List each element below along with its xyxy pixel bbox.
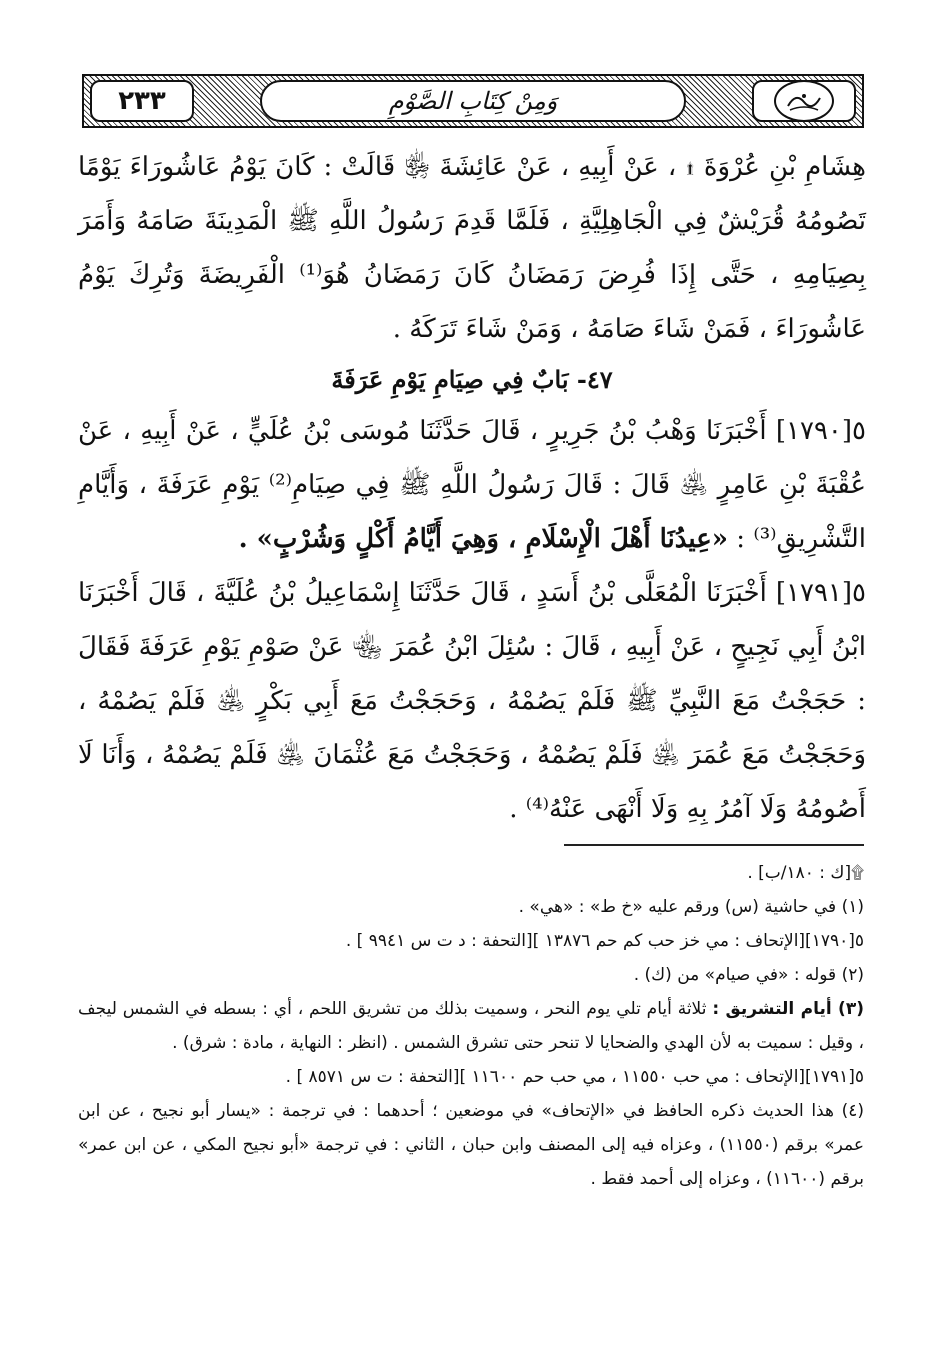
seal-box	[752, 80, 856, 122]
footnote-3-term: (٣) أيام التشريق :	[712, 999, 864, 1019]
page-header	[82, 74, 864, 128]
hadith-1790	[78, 404, 866, 566]
hadith-1790-text: ٥[١٧٩٠] أَخْبَرَنَا وَهْبُ بْنُ جَرِيرٍ ، قَالَ حَدَّثَنَا مُوسَى بْنُ عُلَيٍّ ، عَنْ أَبِيهِ ، عَنْ عُقْبَةَ بْنِ عَامِرٍ ﵁ قَالَ : قَالَ رَسُولُ اللَّهِ ﷺ فِي صِيَامِ⁽²⁾ يَوْمِ عَرَفَةَ ، وَأَيَّامِ التَّشْرِيقِ⁽³⁾ :	[78, 416, 866, 554]
footnotes	[78, 856, 864, 1196]
main-text	[78, 140, 866, 836]
footnote-4: (٤) هذا الحديث ذكره الحافظ في «الإتحاف» في موضعين ؛ أحدهما : في ترجمة : «يسار أبو نجيح ، عن ابن عمر» برقم (١١٥٥٠) ، وعزاه فيه إلى المصنف وابن حبان ، الثاني : في ترجمة «أبو نجيح المكي ، عن ابن عمر» برقم (١١٦٠٠) ، وعزاه إلى أحمد فقط .	[78, 1101, 864, 1189]
hadith-1791: ٥[١٧٩١] أَخْبَرَنَا الْمُعَلَّى بْنُ أَسَدٍ ، قَالَ حَدَّثَنَا إِسْمَاعِيلُ بْنُ عُلَيَّةَ ، قَالَ أَخْبَرَنَا ابْنُ أَبِي نَجِيحٍ ، عَنْ أَبِيهِ ، قَالَ : سُئِلَ ابْنُ عُمَرَ ﵄ عَنْ صَوْمِ يَوْمِ عَرَفَةَ فَقَالَ : حَجَجْتُ مَعَ النَّبِيِّ ﷺ فَلَمْ يَصُمْهُ ، وَحَجَجْتُ مَعَ أَبِي بَكْرٍ ﵁ فَلَمْ يَصُمْهُ ، وَحَجَجْتُ مَعَ عُمَرَ ﵁ فَلَمْ يَصُمْهُ ، وَحَجَجْتُ مَعَ عُثْمَانَ ﵁ فَلَمْ يَصُمْهُ ، وَأَنَا لَا أَصُومُهُ وَلَا آمُرُ بِهِ وَلَا أَنْهَى عَنْهُ⁽⁴⁾ .	[78, 578, 866, 824]
running-title-frame	[260, 80, 686, 122]
page-number-box	[90, 80, 194, 122]
reference-1791: ٥[١٧٩١][الإتحاف : مي حب ١١٥٥٠ ، مي حب حم ١١٦٠٠ ][التحفة : ت س ٨٥٧١ ] .	[285, 1067, 864, 1087]
footnote-2: (٢) قوله : «في صيام» من (ك) .	[633, 965, 864, 985]
chapter-title: ٤٧- بَابٌ فِي صِيَامِ يَوْمِ عَرَفَةَ	[331, 365, 613, 394]
hadith-1790-quote: «عِيدُنَا أَهْلَ الْإِسْلَامِ ، وَهِيَ أَيَّامُ أَكْلٍ وَشُرْبٍ» .	[238, 524, 729, 554]
seal-icon	[774, 80, 834, 122]
running-title: وَمِنْ كِتَابِ الصَّوْمِ	[388, 87, 558, 115]
page-number: ٢٣٣	[118, 86, 166, 116]
reference-1790: ٥[١٧٩٠][الإتحاف : مي خز حب كم حم ١٣٨٧٦ ][التحفة : د ت س ٩٩٤١ ] .	[345, 931, 864, 951]
footnote-1: (١) في حاشية (س) ورقم عليه «خ ط» : «هي» .	[518, 897, 864, 917]
folio-marker: ۩[ك : ١٨٠/ب] .	[747, 863, 864, 883]
footnote-3	[78, 992, 864, 1060]
footnote-3-text: ثلاثة أيام تلي يوم النحر ، وسميت بذلك من تشريق اللحم ، أي : بسطه في الشمس ليجف ، وقيل : سميت به لأن الهدي والضحايا لا تنحر حتى تشرق الشمس . (انظر : النهاية ، مادة : شرق) .	[78, 999, 864, 1053]
footnote-divider	[564, 844, 864, 846]
paragraph-continuation: هِشَامِ بْنِ عُرْوَةَ ۩ ، عَنْ أَبِيهِ ، عَنْ عَائِشَةَ ﵂ قَالَتْ : كَانَ يَوْمُ عَاشُورَاءَ يَوْمًا تَصُومُهُ قُرَيْشٌ فِي الْجَاهِلِيَّةِ ، فَلَمَّا قَدِمَ رَسُولُ اللَّهِ ﷺ الْمَدِينَةَ صَامَهُ وَأَمَرَ بِصِيَامِهِ ، حَتَّى إِذَا فُرِضَ رَمَضَانُ كَانَ رَمَضَانُ هُوَ⁽¹⁾ الْفَرِيضَةَ وَتُرِكَ يَوْمُ عَاشُورَاءَ ، فَمَنْ شَاءَ صَامَهُ ، وَمَنْ شَاءَ تَرَكَهُ .	[78, 152, 866, 344]
